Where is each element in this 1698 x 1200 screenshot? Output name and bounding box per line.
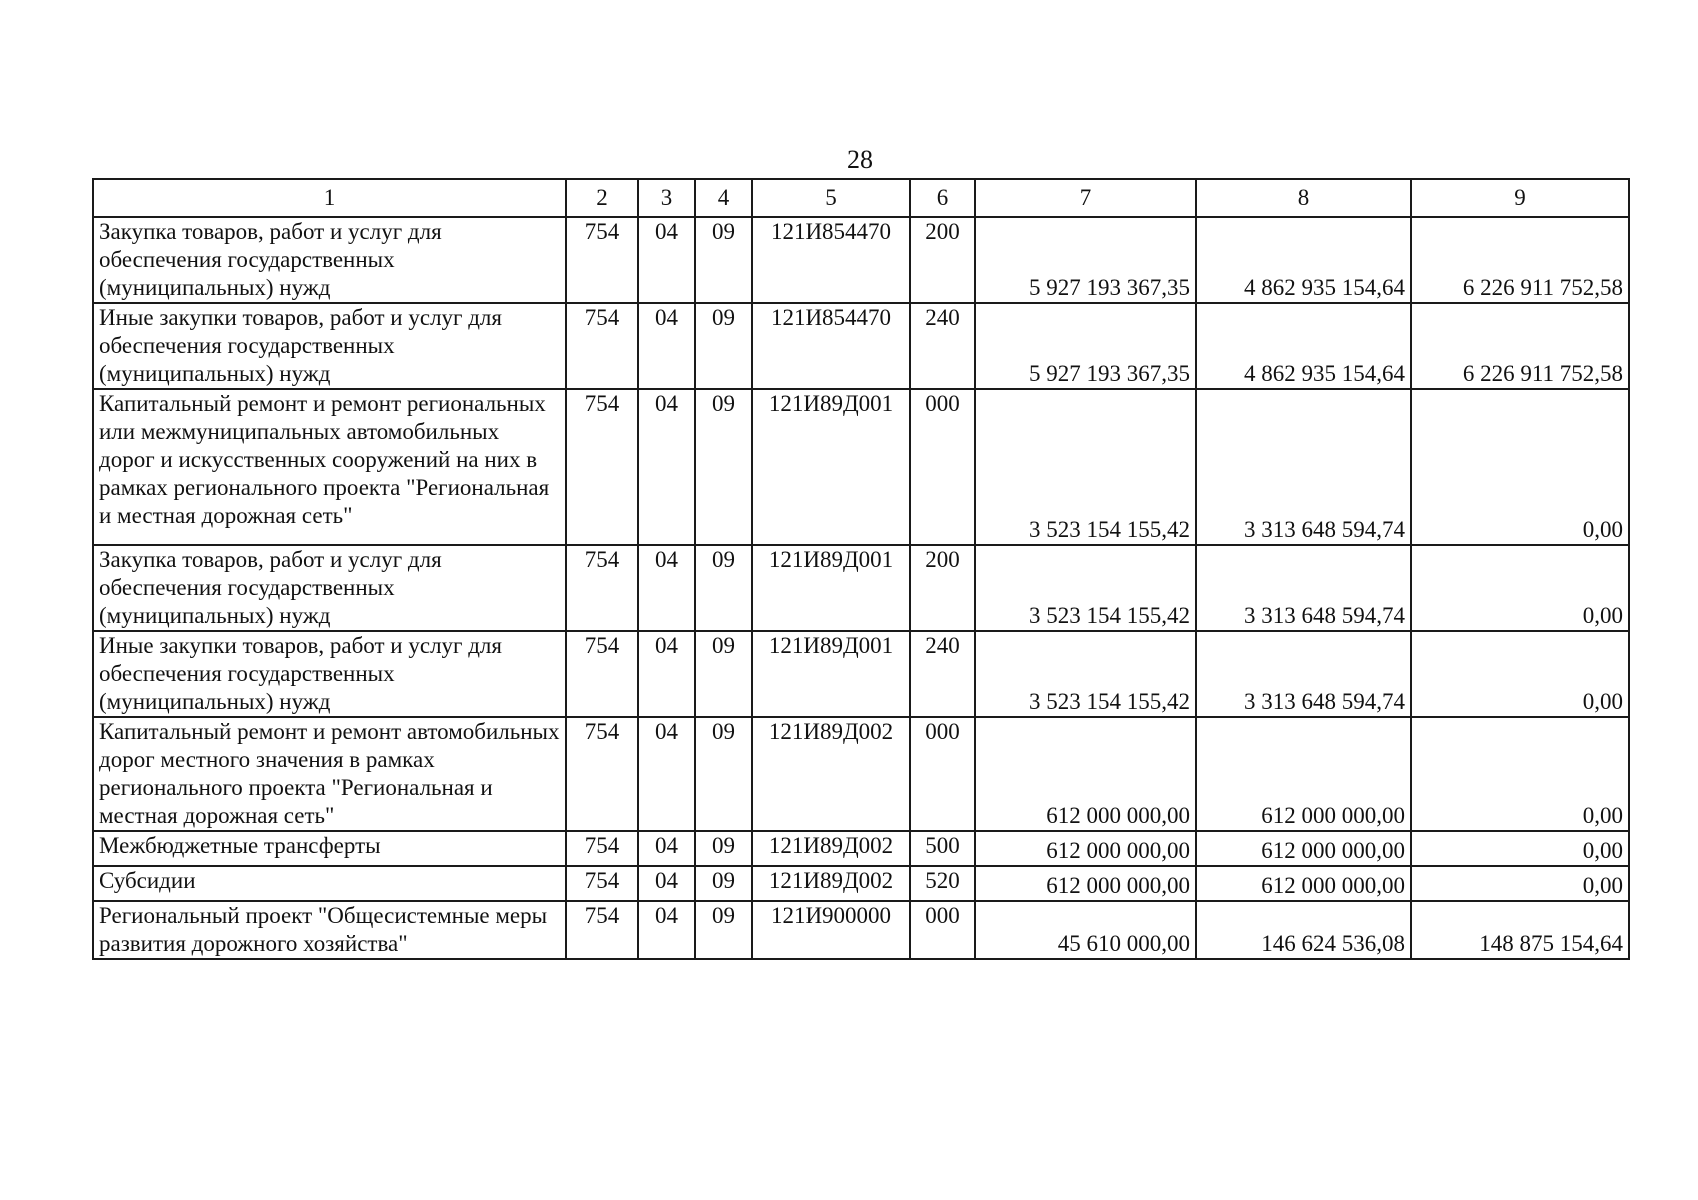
- row-name: Закупка товаров, работ и услуг для обеспечения государственных (муниципальных) нужд: [93, 217, 566, 303]
- row-name: Капитальный ремонт и ремонт региональных или межмуниципальных автомобильных дорог и искусственных сооружений на них в рамках регионального проекта "Региональная и местная дорожная сеть": [93, 389, 566, 545]
- row-col-5: 121И854470: [752, 217, 910, 303]
- row-col-3: 04: [638, 831, 695, 866]
- row-name: Иные закупки товаров, работ и услуг для обеспечения государственных (муниципальных) нужд: [93, 303, 566, 389]
- header-row: [93, 179, 1629, 217]
- row-col-5: 121И89Д001: [752, 389, 910, 545]
- row-col-2: 754: [566, 717, 638, 831]
- table-body: [93, 217, 1629, 959]
- row-amount-8: 146 624 536,08: [1196, 901, 1411, 959]
- row-col-4: 09: [695, 631, 752, 717]
- row-amount-9: 6 226 911 752,58: [1411, 217, 1629, 303]
- row-col-2: 754: [566, 831, 638, 866]
- row-col-3: 04: [638, 303, 695, 389]
- row-col-6: 500: [910, 831, 975, 866]
- row-amount-8: 4 862 935 154,64: [1196, 217, 1411, 303]
- row-amount-8: 3 313 648 594,74: [1196, 545, 1411, 631]
- table-row: [93, 631, 1629, 717]
- row-col-3: 04: [638, 217, 695, 303]
- row-amount-9: 0,00: [1411, 545, 1629, 631]
- row-name: Региональный проект "Общесистемные меры развития дорожного хозяйства": [93, 901, 566, 959]
- row-amount-7: 3 523 154 155,42: [975, 631, 1196, 717]
- row-amount-7: 612 000 000,00: [975, 866, 1196, 901]
- header-col-3: 3: [638, 179, 695, 217]
- row-name: Капитальный ремонт и ремонт автомобильных дорог местного значения в рамках регионального проекта "Региональная и местная дорожная сеть": [93, 717, 566, 831]
- row-col-4: 09: [695, 901, 752, 959]
- row-name: Межбюджетные трансферты: [93, 831, 566, 866]
- header-col-9: 9: [1411, 179, 1629, 217]
- table-row: [93, 831, 1629, 866]
- header-col-5: 5: [752, 179, 910, 217]
- row-col-3: 04: [638, 717, 695, 831]
- row-amount-9: 148 875 154,64: [1411, 901, 1629, 959]
- row-amount-9: 0,00: [1411, 866, 1629, 901]
- table-row: [93, 717, 1629, 831]
- row-amount-7: 3 523 154 155,42: [975, 545, 1196, 631]
- row-col-4: 09: [695, 389, 752, 545]
- row-amount-8: 612 000 000,00: [1196, 831, 1411, 866]
- table-row: [93, 217, 1629, 303]
- row-col-5: 121И89Д002: [752, 831, 910, 866]
- row-amount-9: 0,00: [1411, 717, 1629, 831]
- budget-table: [92, 178, 1630, 960]
- row-col-2: 754: [566, 217, 638, 303]
- row-name: Субсидии: [93, 866, 566, 901]
- row-amount-7: 45 610 000,00: [975, 901, 1196, 959]
- row-amount-7: 612 000 000,00: [975, 717, 1196, 831]
- row-col-6: 000: [910, 901, 975, 959]
- row-col-5: 121И89Д001: [752, 545, 910, 631]
- row-col-5: 121И89Д002: [752, 866, 910, 901]
- row-col-3: 04: [638, 545, 695, 631]
- table-row: [93, 901, 1629, 959]
- header-col-4: 4: [695, 179, 752, 217]
- row-col-3: 04: [638, 866, 695, 901]
- row-amount-8: 612 000 000,00: [1196, 866, 1411, 901]
- row-amount-8: 3 313 648 594,74: [1196, 389, 1411, 545]
- row-col-4: 09: [695, 303, 752, 389]
- row-amount-7: 3 523 154 155,42: [975, 389, 1196, 545]
- row-amount-8: 612 000 000,00: [1196, 717, 1411, 831]
- row-amount-8: 3 313 648 594,74: [1196, 631, 1411, 717]
- row-amount-9: 0,00: [1411, 631, 1629, 717]
- table-row: [93, 866, 1629, 901]
- table-row: [93, 303, 1629, 389]
- row-col-3: 04: [638, 901, 695, 959]
- row-col-5: 121И89Д001: [752, 631, 910, 717]
- header-col-2: 2: [566, 179, 638, 217]
- header-col-8: 8: [1196, 179, 1411, 217]
- row-col-2: 754: [566, 631, 638, 717]
- row-col-2: 754: [566, 866, 638, 901]
- row-amount-9: 6 226 911 752,58: [1411, 303, 1629, 389]
- row-col-6: 000: [910, 389, 975, 545]
- row-col-6: 240: [910, 631, 975, 717]
- row-col-5: 121И854470: [752, 303, 910, 389]
- row-col-4: 09: [695, 217, 752, 303]
- row-col-6: 200: [910, 217, 975, 303]
- row-col-2: 754: [566, 389, 638, 545]
- table-row: [93, 389, 1629, 545]
- row-amount-7: 5 927 193 367,35: [975, 303, 1196, 389]
- row-col-4: 09: [695, 831, 752, 866]
- row-col-2: 754: [566, 545, 638, 631]
- row-col-2: 754: [566, 303, 638, 389]
- row-col-4: 09: [695, 545, 752, 631]
- row-amount-9: 0,00: [1411, 389, 1629, 545]
- header-col-6: 6: [910, 179, 975, 217]
- page-number: 28: [847, 145, 873, 174]
- row-col-6: 240: [910, 303, 975, 389]
- row-amount-8: 4 862 935 154,64: [1196, 303, 1411, 389]
- row-col-6: 200: [910, 545, 975, 631]
- row-name: Закупка товаров, работ и услуг для обеспечения государственных (муниципальных) нужд: [93, 545, 566, 631]
- row-amount-9: 0,00: [1411, 831, 1629, 866]
- header-col-1: 1: [93, 179, 566, 217]
- row-amount-7: 5 927 193 367,35: [975, 217, 1196, 303]
- row-col-4: 09: [695, 717, 752, 831]
- row-col-3: 04: [638, 389, 695, 545]
- row-amount-7: 612 000 000,00: [975, 831, 1196, 866]
- row-col-5: 121И89Д002: [752, 717, 910, 831]
- row-col-4: 09: [695, 866, 752, 901]
- row-col-6: 520: [910, 866, 975, 901]
- header-col-7: 7: [975, 179, 1196, 217]
- row-col-2: 754: [566, 901, 638, 959]
- row-col-3: 04: [638, 631, 695, 717]
- row-col-5: 121И900000: [752, 901, 910, 959]
- row-name: Иные закупки товаров, работ и услуг для обеспечения государственных (муниципальных) нужд: [93, 631, 566, 717]
- table-row: [93, 545, 1629, 631]
- row-col-6: 000: [910, 717, 975, 831]
